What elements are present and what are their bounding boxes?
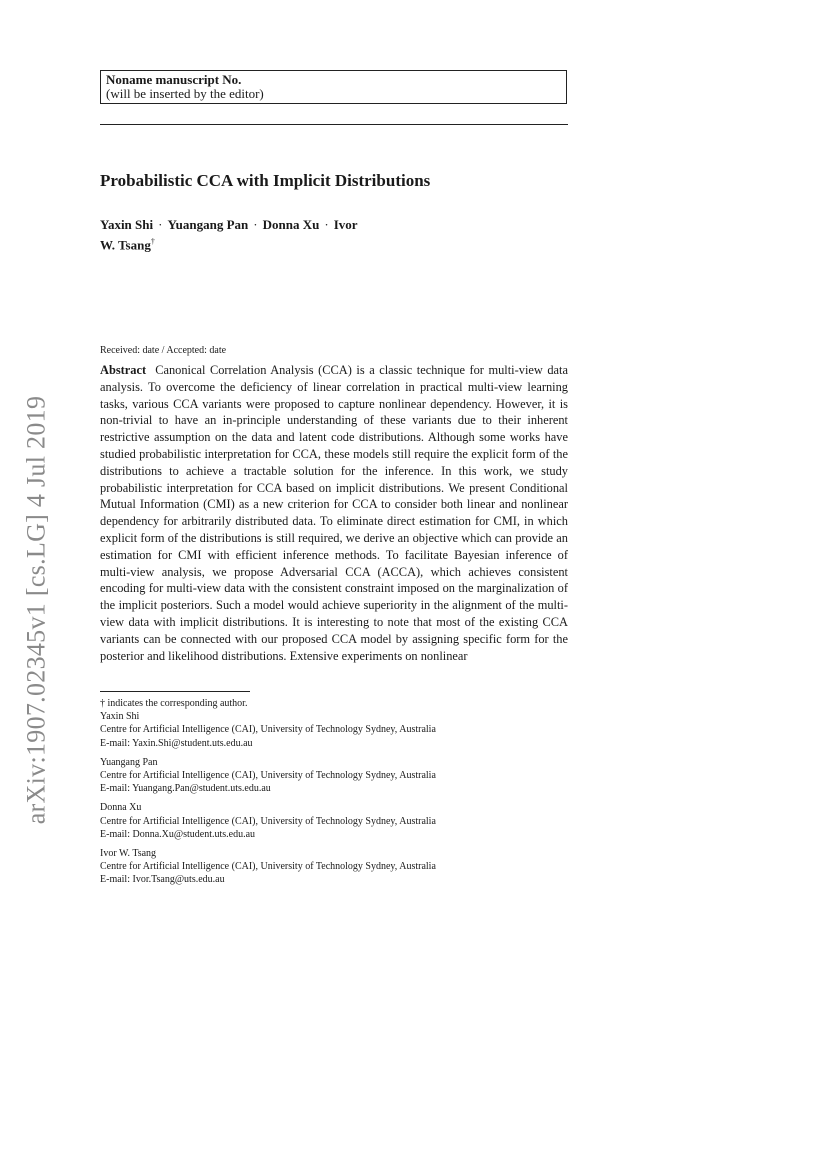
affiliation-block xyxy=(100,847,570,887)
arxiv-id: arXiv:1907.02345v1 [cs.LG] 4 Jul 2019 xyxy=(21,395,50,825)
author-separator: · xyxy=(158,217,163,232)
author-name: Ivor xyxy=(333,217,358,232)
affiliation-block xyxy=(100,756,570,796)
footnotes xyxy=(100,697,570,893)
affiliation-email: E-mail: Yuangang.Pan@student.uts.edu.au xyxy=(100,783,271,795)
manuscript-info-box xyxy=(100,70,567,104)
affiliation-block xyxy=(100,801,570,841)
affiliation-name: Yaxin Shi xyxy=(100,711,140,723)
affiliation-org: Centre for Artificial Intelligence (CAI), University of Technology Sydney, Australia xyxy=(100,724,436,736)
arxiv-side-stamp xyxy=(14,380,58,840)
corresponding-author-mark: † xyxy=(150,237,155,246)
abstract-heading: Abstract xyxy=(100,363,147,377)
author-separator: · xyxy=(253,217,258,232)
author-name: Donna Xu xyxy=(262,217,320,232)
affiliation-org: Centre for Artificial Intelligence (CAI), University of Technology Sydney, Australia xyxy=(100,861,436,873)
affiliation-block xyxy=(100,710,570,750)
received-date: Received: date / Accepted: date xyxy=(100,345,227,356)
affiliation-org: Centre for Artificial Intelligence (CAI), University of Technology Sydney, Australia xyxy=(100,815,436,827)
footnote-rule xyxy=(100,691,250,692)
affiliation-name: Yuangang Pan xyxy=(100,756,158,768)
affiliation-email: E-mail: Yaxin.Shi@student.uts.edu.au xyxy=(100,737,253,749)
manuscript-number: Noname manuscript No. xyxy=(106,72,242,87)
author-list xyxy=(100,216,400,253)
affiliation-name: Ivor W. Tsang xyxy=(100,848,157,860)
editor-note: (will be inserted by the editor) xyxy=(106,86,264,101)
affiliation-name: Donna Xu xyxy=(100,802,142,814)
author-name: Yuangang Pan xyxy=(167,217,249,232)
author-separator: · xyxy=(324,217,329,232)
author-name: W. Tsang xyxy=(100,237,151,253)
affiliation-email: E-mail: Donna.Xu@student.uts.edu.au xyxy=(100,828,256,840)
author-name: Yaxin Shi xyxy=(100,217,154,232)
paper-title: Probabilistic CCA with Implicit Distributions xyxy=(100,171,431,190)
abstract-text: Canonical Correlation Analysis (CCA) is a classic technique for multi-view data analysis. To overcome the deficiency of linear correlation in practical multi-view learning tasks, various CCA variants were proposed to capture nonlinear dependency. However, it is non-trivial to have an in-principle understanding of these variants due to their inherent restrictive assumption on the data and latent code distributions. Although some works have studied probabilistic interpretation for CCA, these models still require the explicit form of the distributions to achieve a tractable solution for the inference. In this work, we study probabilistic interpretation for CCA based on implicit distributions. We present Conditional Mutual Information (CMI) as a new criterion for CCA to consider both linear and nonlinear dependency for arbitrarily distributed data. To eliminate direct estimation for CMI, in which explicit form of the distributions is still required, we derive an objective which can provide an estimation for CMI with efficient inference methods. To facilitate Bayesian inference of multi-view analysis, we propose Adversarial CCA (ACCA), which achieves consistent encoding for multi-view data with the consistent constraint imposed on the marginalization of the implicit posteriors. Such a model would achieve superiority in the alignment of the multi-view data with implicit distributions. It is interesting to note that most of the existing CCA variants can be connected with our proposed CCA model by assigning specific form for the posterior and likelihood distributions. Extensive experiments on nonlinear xyxy=(100,363,569,663)
abstract xyxy=(100,362,568,664)
header-rule xyxy=(100,124,568,125)
affiliation-org: Centre for Artificial Intelligence (CAI), University of Technology Sydney, Australia xyxy=(100,770,436,782)
corresponding-author-note: † indicates the corresponding author. xyxy=(100,698,248,709)
affiliation-email: E-mail: Ivor.Tsang@uts.edu.au xyxy=(100,874,225,886)
